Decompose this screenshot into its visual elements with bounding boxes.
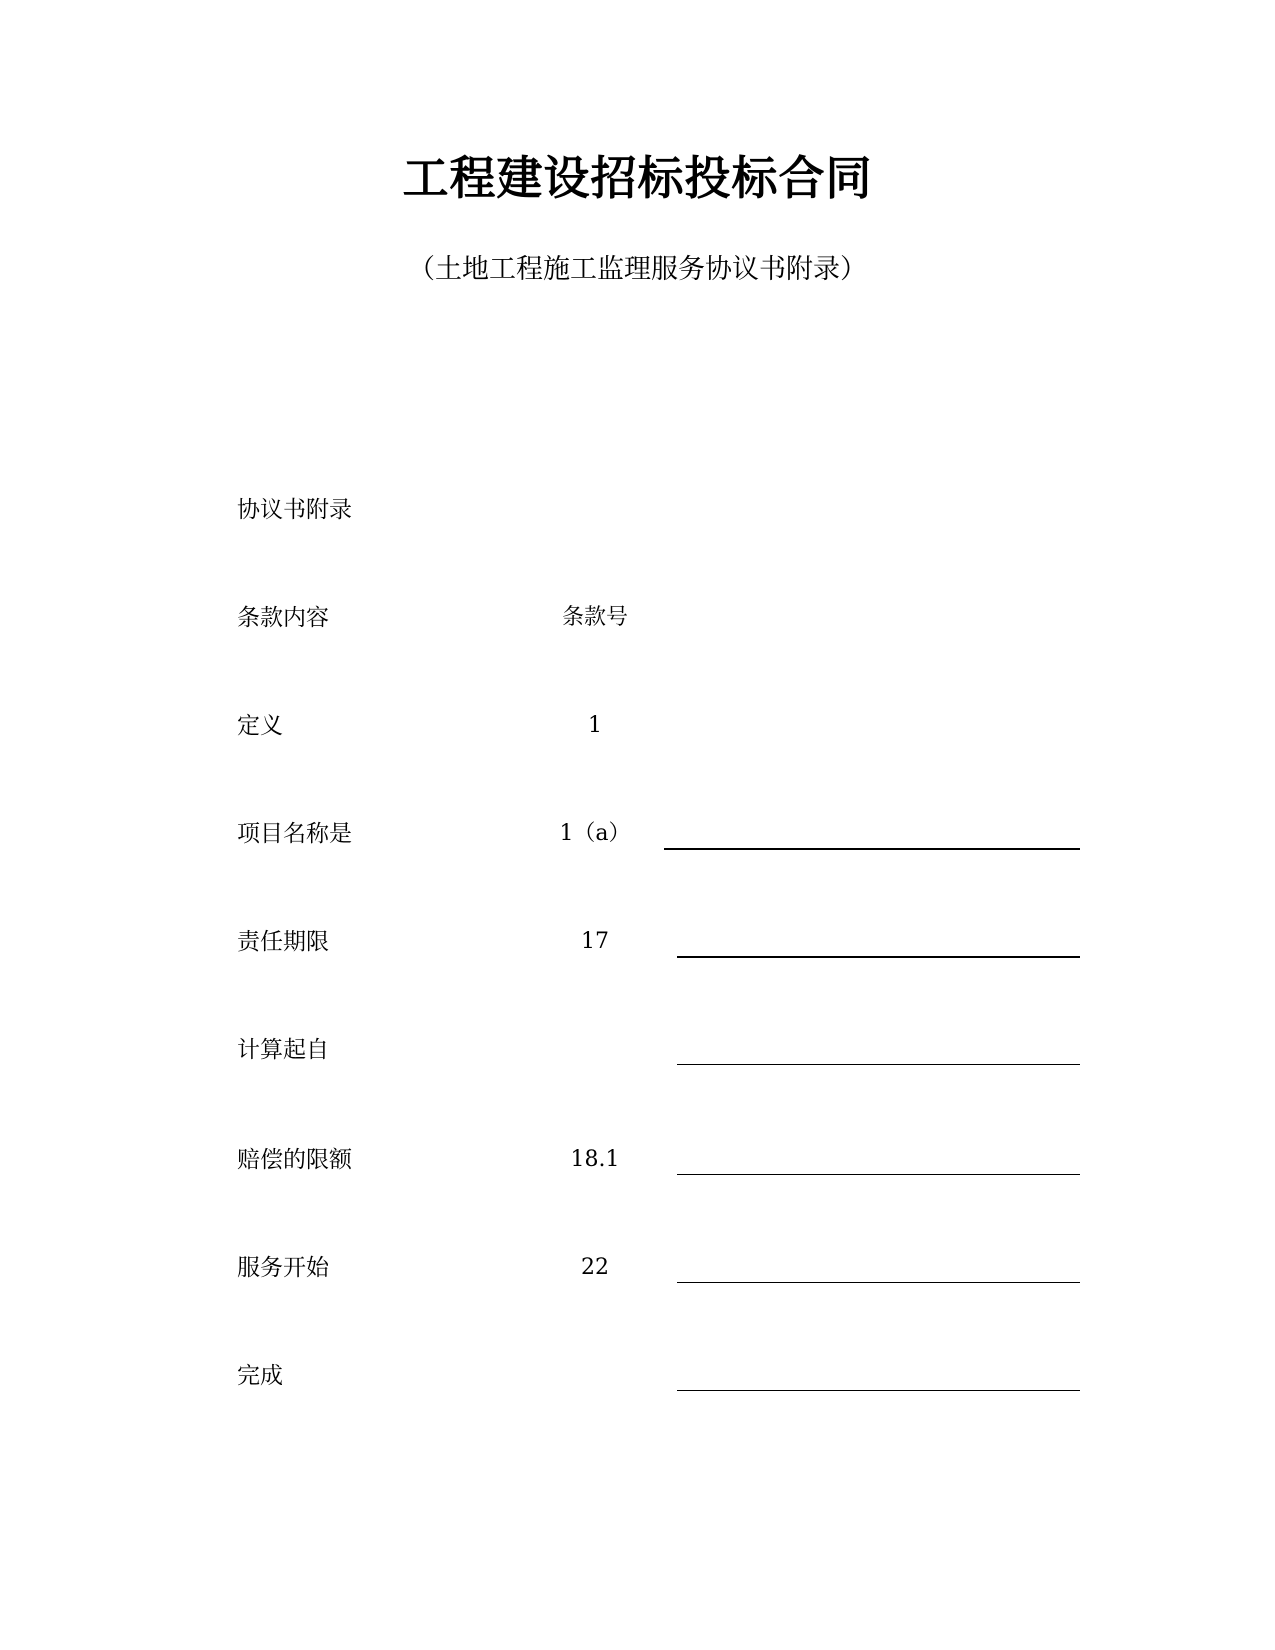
row-label: 责任期限: [237, 929, 329, 955]
table-row: [0, 818, 1275, 858]
header-clause: 条款号: [561, 605, 628, 630]
row-clause: 17: [581, 929, 609, 954]
row-label: 赔偿的限额: [237, 1147, 352, 1173]
document-title: 工程建设招标投标合同: [402, 151, 873, 205]
row-label: 完成: [237, 1363, 283, 1389]
row-label: 计算起自: [237, 1037, 329, 1063]
table-row: [0, 1034, 1275, 1074]
fill-in-blank-line[interactable]: [677, 956, 1080, 958]
row-label: 项目名称是: [237, 821, 352, 847]
row-clause: 22: [581, 1255, 609, 1280]
row-label: 定义: [237, 713, 283, 739]
table-row: [0, 1252, 1275, 1292]
fill-in-blank-line[interactable]: [677, 1390, 1080, 1391]
fill-in-blank-line[interactable]: [677, 1064, 1080, 1065]
row-clause: 18.1: [570, 1147, 620, 1172]
fill-in-blank-line[interactable]: [664, 848, 1080, 850]
header-label: 条款内容: [237, 605, 329, 631]
table-row: [0, 1144, 1275, 1184]
row-clause: 1（a）: [559, 821, 631, 846]
table-row: [0, 1360, 1275, 1400]
fill-in-blank-line[interactable]: [677, 1282, 1080, 1283]
table-row: [0, 926, 1275, 966]
table-row: [0, 710, 1275, 750]
row-label: 服务开始: [237, 1255, 329, 1281]
table-header-row: [0, 602, 1275, 642]
fill-in-blank-line[interactable]: [677, 1174, 1080, 1175]
document-subtitle: （土地工程施工监理服务协议书附录）: [408, 254, 867, 285]
section-heading: 协议书附录: [237, 497, 352, 523]
row-clause: 1: [588, 713, 602, 738]
